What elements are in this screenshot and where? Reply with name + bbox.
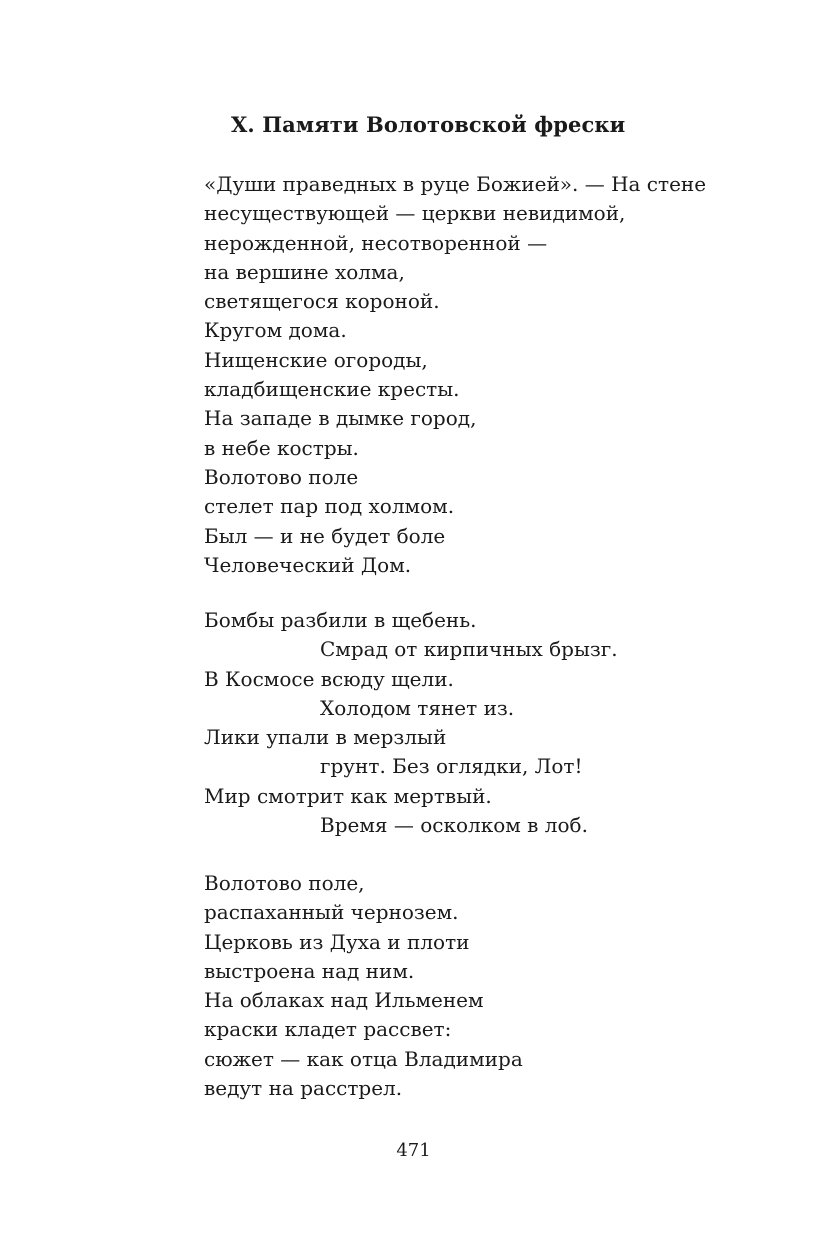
- verse-line: ведут на расстрел.: [204, 1076, 403, 1101]
- stanza-3: [204, 869, 523, 1103]
- verse-line: На западе в дымке город,: [204, 406, 477, 431]
- verse-line: Мир смотрит как мертвый.: [204, 783, 492, 808]
- verse-line: Кругом дома.: [204, 318, 347, 343]
- verse-line: На облаках над Ильменем: [204, 988, 484, 1013]
- verse-line: несуществующей — церкви невидимой,: [204, 201, 626, 226]
- verse-line: краски кладет рассвет:: [204, 1017, 452, 1042]
- verse-line: в небе костры.: [204, 435, 359, 460]
- stanza-1: [204, 170, 706, 580]
- stanza-2: [204, 606, 618, 840]
- verse-line: кладбищенские кресты.: [204, 377, 460, 402]
- verse-line: Церковь из Духа и плоти: [204, 929, 470, 954]
- verse-line: Волотово поле: [204, 464, 359, 489]
- verse-line-indented: грунт. Без оглядки, Лот!: [320, 754, 583, 779]
- verse-line: светящегося короной.: [204, 289, 440, 314]
- verse-line-indented: Холодом тянет из.: [320, 695, 515, 720]
- page-number: 471: [396, 1140, 431, 1161]
- verse-line-indented: Смрад от кирпичных брызг.: [320, 637, 618, 662]
- verse-line: Человеческий Дом.: [204, 552, 412, 577]
- verse-line: Нищенские огороды,: [204, 347, 428, 372]
- verse-line: В Космосе всюду щели.: [204, 666, 454, 691]
- verse-line: Бомбы разбили в щебень.: [204, 608, 477, 632]
- verse-line: распаханный чернозем.: [204, 900, 459, 925]
- verse-line: «Души праведных в руце Божией». — На стене: [204, 172, 707, 196]
- verse-line-indented: Время — осколком в лоб.: [320, 813, 588, 838]
- verse-line: на вершине холма,: [204, 259, 405, 284]
- verse-line: нерожденной, несотворенной —: [204, 230, 548, 255]
- verse-line: Волотово поле,: [204, 871, 365, 895]
- verse-line: стелет пар под холмом.: [204, 494, 455, 519]
- verse-line: Был — и не будет боле: [204, 523, 446, 548]
- poem-title: X. Памяти Волотовской фрески: [231, 112, 626, 137]
- verse-line: сюжет — как отца Владимира: [204, 1046, 523, 1071]
- verse-line: выстроена над ним.: [204, 958, 415, 983]
- verse-line: Лики упали в мерзлый: [204, 725, 447, 750]
